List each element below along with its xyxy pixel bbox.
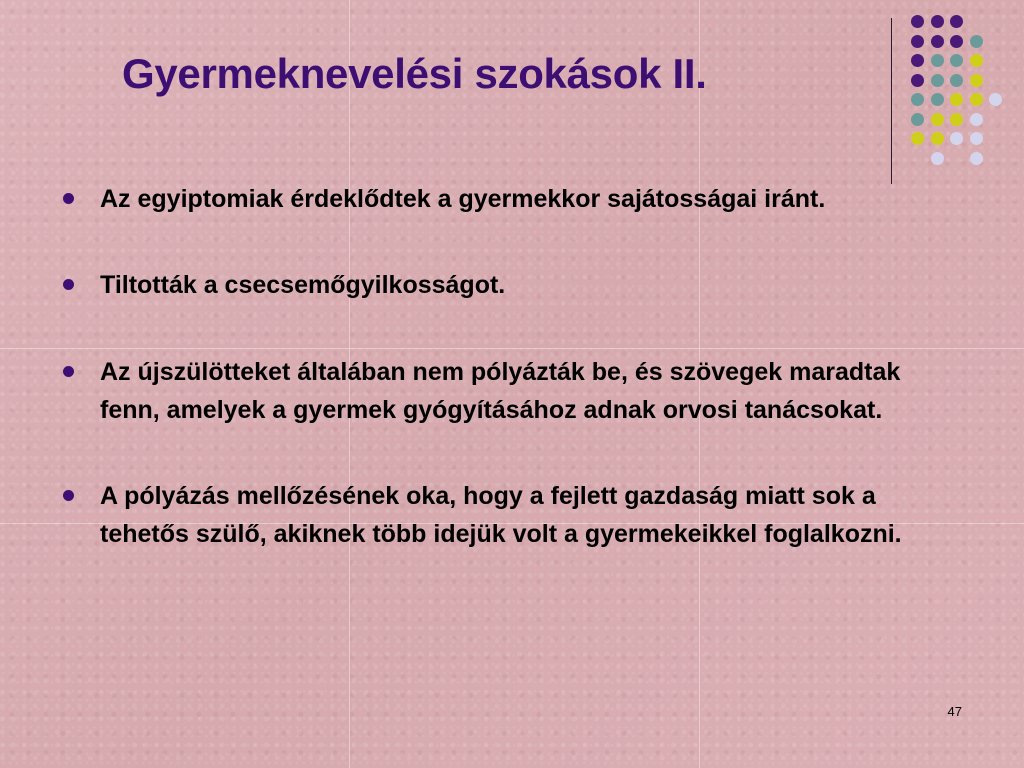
decorative-dot (970, 152, 983, 165)
decorative-dot (931, 15, 944, 28)
decorative-dot (931, 54, 944, 67)
bullet-text: A pólyázás mellőzésének oka, hogy a fejlett gazdaság miatt sok a tehetős szülő, akiknek több idejük volt a gyermekeikkel foglalkozni. (100, 482, 902, 548)
bullet-item (62, 180, 962, 218)
bullet-item (62, 266, 962, 304)
bullet-text: Az egyiptomiak érdeklődtek a gyermekkor sajátosságai iránt. (100, 185, 826, 213)
decorative-dot (911, 74, 924, 87)
bullet-dot-icon (63, 279, 74, 290)
decorative-dot (911, 93, 924, 106)
decorative-dot (970, 35, 983, 48)
decorative-dot (911, 54, 924, 67)
decorative-dot (911, 35, 924, 48)
decorative-dot-grid (911, 15, 1011, 175)
bullet-item (62, 353, 962, 429)
decorative-dot (950, 74, 963, 87)
decorative-dot (950, 35, 963, 48)
bullet-dot-icon (63, 490, 74, 501)
decorative-divider (891, 18, 892, 184)
slide-title: Gyermeknevelési szokások II. (122, 50, 707, 97)
decorative-dot (950, 15, 963, 28)
decorative-dot (931, 35, 944, 48)
decorative-dot (950, 132, 963, 145)
decorative-dot (911, 15, 924, 28)
bullet-dot-icon (63, 366, 74, 377)
bullet-item (62, 477, 962, 553)
bullet-list (62, 180, 962, 553)
decorative-dot (931, 113, 944, 126)
decorative-dot (931, 74, 944, 87)
decorative-dot (970, 113, 983, 126)
decorative-dot (950, 113, 963, 126)
page-number: 47 (947, 704, 962, 719)
decorative-dot (989, 93, 1002, 106)
decorative-dot (931, 93, 944, 106)
decorative-dot (970, 132, 983, 145)
decorative-dot (950, 54, 963, 67)
decorative-dot (911, 113, 924, 126)
bullet-text: Az újszülötteket általában nem pólyázták be, és szövegek maradtak fenn, amelyek a gyermek gyógyításához adnak orvosi tanácsokat. (100, 358, 901, 424)
bullet-text: Tiltották a csecsemőgyilkosságot. (100, 271, 506, 299)
decorative-dot (950, 93, 963, 106)
decorative-dot (970, 93, 983, 106)
decorative-dot (911, 132, 924, 145)
decorative-dot (970, 74, 983, 87)
decorative-dot (931, 132, 944, 145)
decorative-dot (931, 152, 944, 165)
decorative-dot (970, 54, 983, 67)
bullet-dot-icon (63, 193, 74, 204)
